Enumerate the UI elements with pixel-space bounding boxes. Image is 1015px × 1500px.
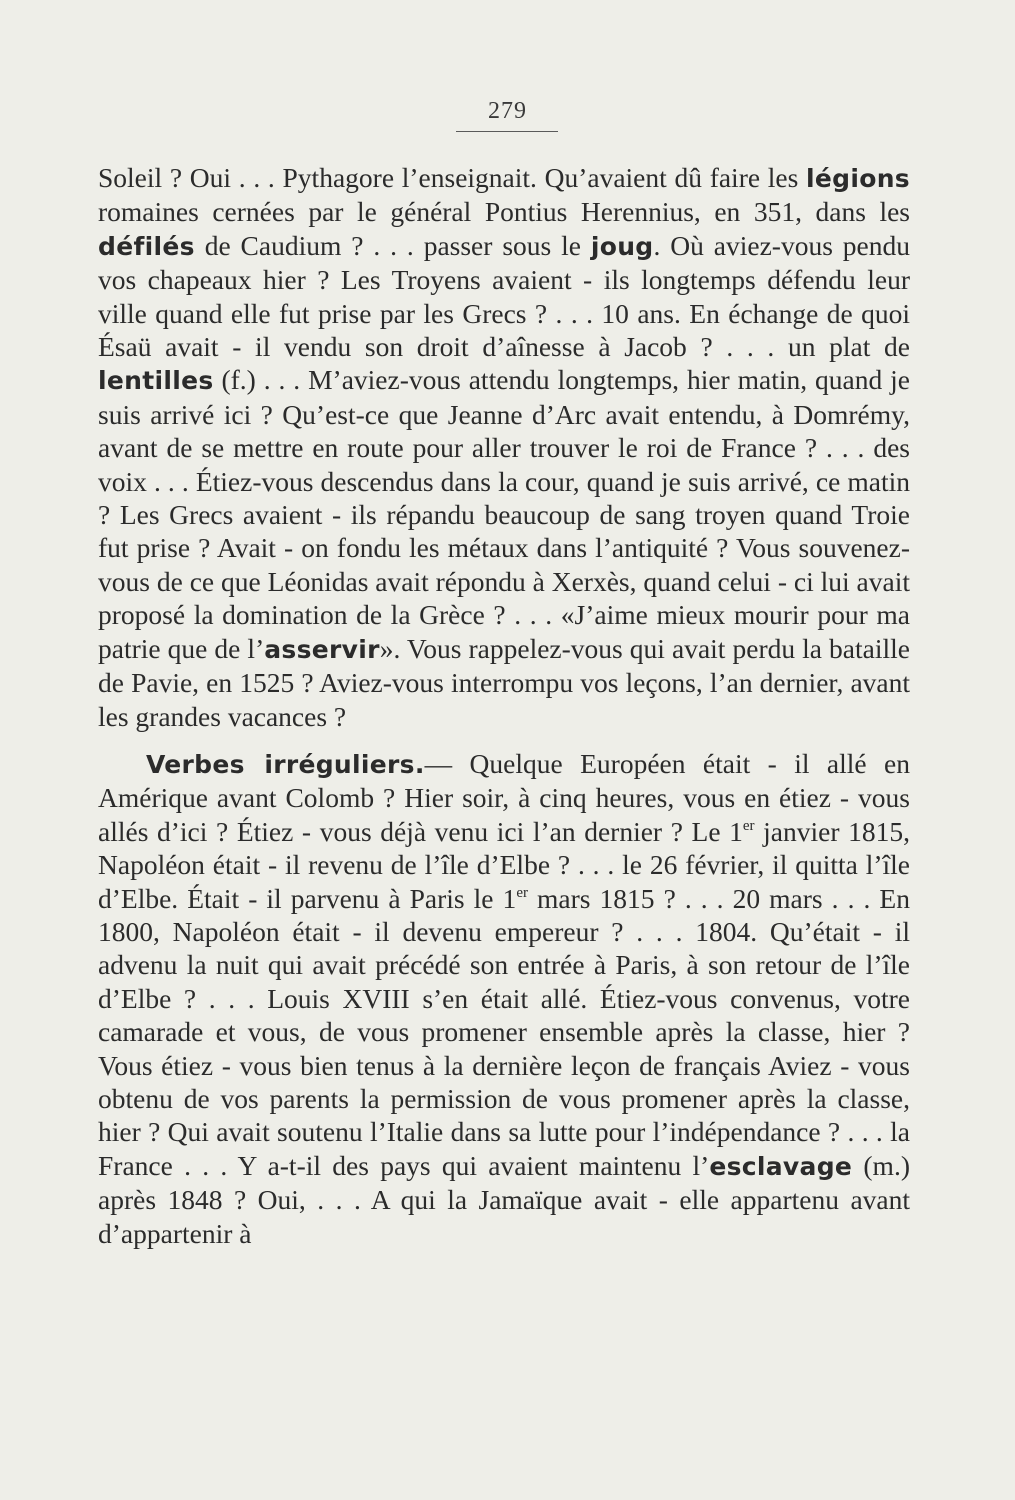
vocab-term: esclavage [709, 1151, 853, 1181]
vocab-term: joug [590, 231, 654, 261]
superscript: er [742, 817, 755, 834]
vocab-term: légions [806, 164, 910, 193]
section-heading: Verbes irréguliers. [146, 749, 425, 779]
page-body [98, 161, 910, 1250]
page-number: 279 [488, 98, 527, 124]
header-rule [456, 131, 558, 132]
superscript: er [516, 884, 528, 901]
vocab-term: asservir [264, 634, 380, 664]
paragraph: Soleil ? Oui . . . Pythagore l’enseignait. Qu’avaient dû faire les légions romaines cernées par le général Pontius Herennius, en 351, dans les défilés de Caudium ? . . . passer sous le joug. Où aviez-vous pendu vos chapeaux hier ? Les Troyens avaient - ils longtemps défendu leur ville quand elle fut prise par les Grecs ? . . . 10 ans. En échange de quoi Ésaü avait - il vendu son droit d’aînesse à Jacob ? . . . un plat de lentilles (f.) . . . M’aviez-vous attendu longtemps, hier matin, quand je suis arrivé ici ? Qu’est-ce que Jeanne d’Arc avait entendu, à Domrémy, avant de se mettre en route pour aller trouver le roi de France ? . . . des voix . . . Étiez-vous descendus dans la cour, quand je suis arrivé, ce matin ? Les Grecs avaient - ils répandu beaucoup de sang troyen quand Troie fut prise ? Avait - on fondu les métaux dans l’antiquité ? Vous souvenez-vous de ce que Léonidas avait répondu à Xerxès, quand celui - ci lui avait proposé la domination de la Grèce ? . . . «J’aime mieux mourir pour ma patrie que de l’asservir». Vous rappelez-vous qui avait perdu la bataille de Pavie, en 1525 ? Aviez-vous interrompu vos leçons, l’an dernier, avant les grandes vacances ? [98, 162, 910, 732]
vocab-term: défilés [98, 231, 195, 261]
vocab-term: lentilles [98, 366, 214, 396]
paragraph: Verbes irréguliers.— Quelque Européen était - il allé en Amérique avant Colomb ? Hier soir, à cinq heures, vous en étiez - vous allés d’ici ? Étiez - vous déjà venu ici l’an dernier ? Le 1er janvier 1815, Napoléon était - il revenu de l’île d’Elbe ? . . . le 26 février, il quitta l’île d’Elbe. Était - il parvenu à Paris le 1er mars 1815 ? . . . 20 mars . . . En 1800, Napoléon était - il devenu empereur ? . . . 1804. Qu’était - il advenu la nuit qui avait précédé son entrée à Paris, à son retour de l’île d’Elbe ? . . . Louis XVIII s’en était allé. Étiez-vous convenus, votre camarade et vous, de vous promener ensemble après la classe, hier ? Vous étiez - vous bien tenus à la dernière leçon de français Aviez - vous obtenu de vos parents la permission de vous promener après la classe, hier ? Qui avait soutenu l’Italie dans sa lutte pour l’indépendance ? . . . la France . . . Y a-t-il des pays qui avaient maintenu l’esclavage (m.) après 1848 ? Oui, . . . A qui la Jamaïque avait - elle appartenu avant d’appartenir à [98, 747, 910, 1249]
